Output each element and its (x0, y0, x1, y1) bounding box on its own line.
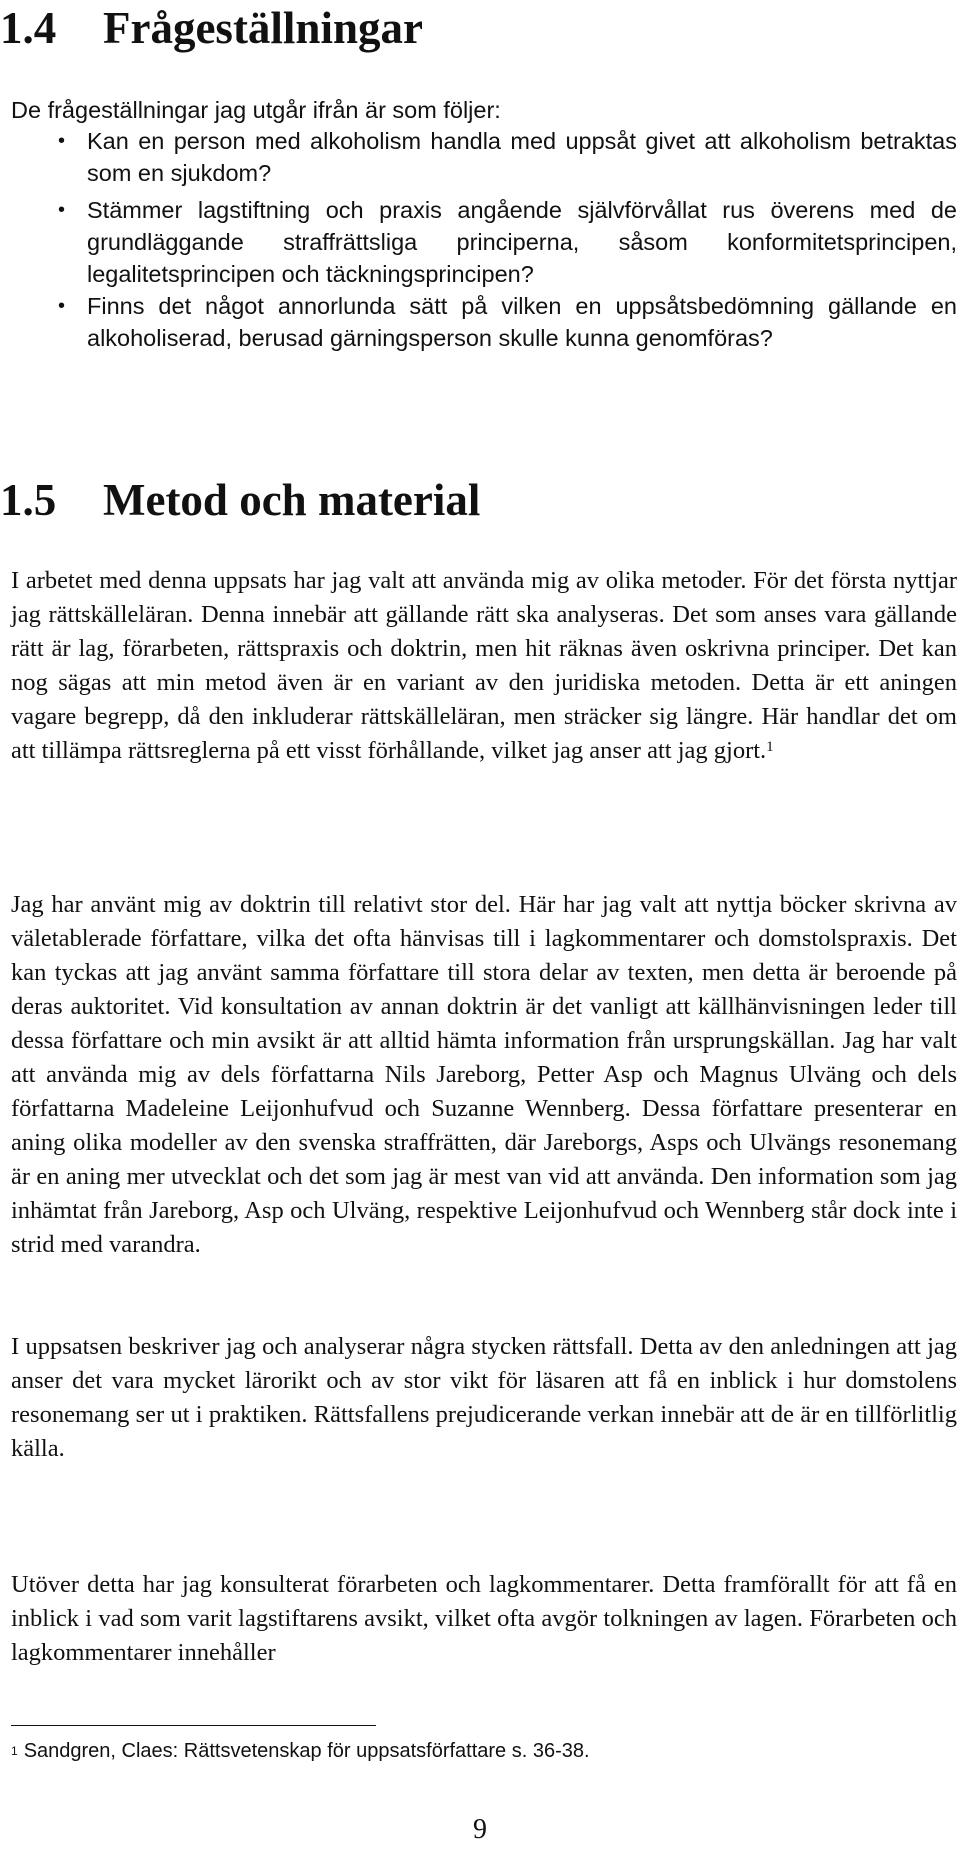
question-text: Finns det något annorlunda sätt på vilken en uppsåtsbedömning gällande en alkoholiserad, berusad gärningsperson skulle kunna genomföras? (87, 293, 957, 351)
research-questions-list (0, 125, 957, 354)
list-item (0, 194, 957, 290)
section-heading-1-5 (0, 474, 480, 526)
body-paragraph: I uppsatsen beskriver jag och analyserar några stycken rättsfall. Detta av den anledningen att jag anser det vara mycket lärorikt och av stor vikt för läsaren att få en inblick i hur domstolens resonemang ser ut i praktiken. Rättsfallens prejudicerande verkan innebär att de är en tillförlitlig källa. (11, 1333, 957, 1462)
list-item (0, 290, 957, 354)
paragraph-text: I arbetet med denna uppsats har jag valt att använda mig av olika metoder. För det första nyttjar jag rättskälleläran. Denna innebär att gällande rätt ska analyseras. Det som anses vara gällande rätt är lag, förarbeten, rättspraxis och doktrin, men hit räknas även oskrivna principer. Det kan nog sägas att min metod även är en variant av den juridiska metoden. Detta är ett aningen vagare begrepp, då den inkluderar rättskälleläran, men sträcker sig längre. Här handlar det om att tillämpa rättsreglerna på ett visst förhållande, vilket jag anser att jag gjort. (11, 567, 957, 764)
footnote (11, 1738, 590, 1764)
footnote-reference: 1 (766, 739, 774, 755)
questions-intro: De frågeställningar jag utgår ifrån är som följer: (11, 97, 501, 123)
bullet-icon: • (58, 295, 66, 317)
body-paragraph: Jag har använt mig av doktrin till relativt stor del. Här har jag valt att nyttja böcker skrivna av väletablerade författare, vilka det ofta hänvisas till i lagkommentarer och domstolspraxis. Det kan tyckas att jag använt samma författare till stora delar av texten, men detta är beroende på deras auktoritet. Vid konsultation av annan doktrin är det vanligt att källhänvisningen leder till dessa författare och min avsikt är att alltid hämta information från ursprungskällan. Jag har valt att använda mig av dels författarna Nils Jareborg, Petter Asp och Magnus Ulväng och dels författarna Madeleine Leijonhufvud och Suzanne Wennberg. Dessa författare presenterar en aning olika modeller av den svenska straffrätten, där Jareborgs, Asps och Ulvängs resonemang är en aning mer utvecklat och det som jag är mest van vid att använda. Den information som jag inhämtat från Jareborg, Asp och Ulväng, respektive Leijonhufvud och Wennberg står dock inte i strid med varandra. (11, 891, 957, 1258)
section-title: Metod och material (103, 475, 481, 525)
section-title: Frågeställningar (103, 3, 423, 53)
question-text: Kan en person med alkoholism handla med uppsåt givet att alkoholism betraktas som en sjukdom? (87, 128, 957, 186)
bullet-icon: • (58, 130, 66, 152)
section-heading-1-4 (0, 2, 423, 54)
body-paragraph (11, 564, 957, 768)
footnote-divider (11, 1725, 376, 1726)
section-number: 1.5 (0, 475, 57, 525)
body-paragraph: Utöver detta har jag konsulterat förarbeten och lagkommentarer. Detta framförallt för att få en inblick i vad som varit lagstiftarens avsikt, vilket ofta avgör tolkningen av lagen. Förarbeten och lagkommentarer innehåller (11, 1571, 957, 1666)
page-number: 9 (473, 1814, 487, 1845)
question-text: Stämmer lagstiftning och praxis angående självförvållat rus överens med de grundläggande straffrättsliga principerna, såsom konformitetsprincipen, legalitetsprincipen och täckningsprincipen? (87, 197, 957, 287)
section-number: 1.4 (0, 3, 57, 53)
list-item (0, 125, 957, 189)
bullet-icon: • (58, 199, 66, 221)
footnote-text: Sandgren, Claes: Rättsvetenskap för uppsatsförfattare s. 36-38. (23, 1740, 590, 1762)
footnote-marker: 1 (11, 1744, 18, 1758)
